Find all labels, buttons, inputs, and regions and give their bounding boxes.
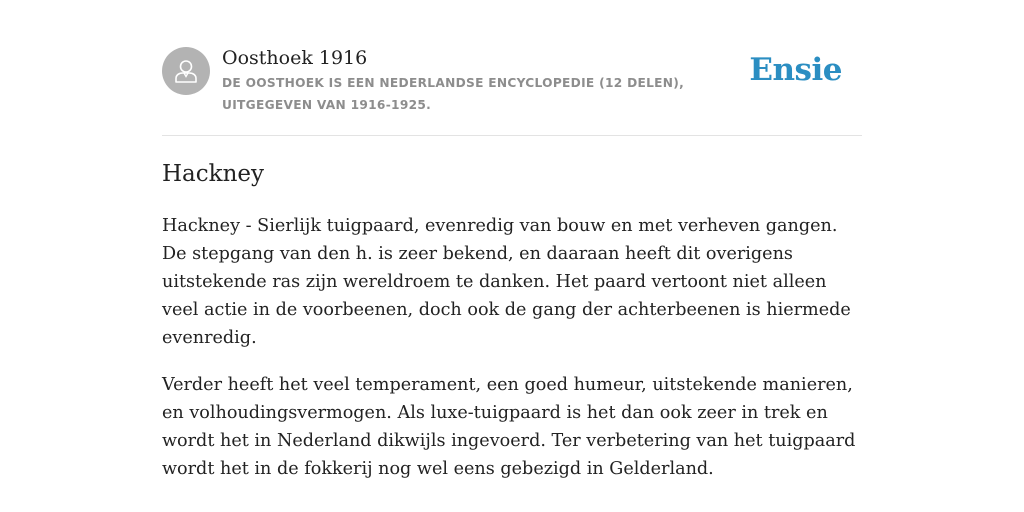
user-avatar-icon xyxy=(162,47,210,95)
source-description: DE OOSTHOEK IS EEN NEDERLANDSE ENCYCLOPEDIE (12 DELEN), UITGEGEVEN VAN 1916-1925. xyxy=(222,76,685,112)
article-paragraph: Hackney - Sierlijk tuigpaard, evenredig van bouw en met verheven gangen. De stepgang van den h. is zeer bekend, en daaraan heeft dit overigens uitstekende ras zijn wereldroem te danken. Het paard vertoont niet alleen veel actie in de voorbeenen, doch ook de gang der achterbeenen is hiermede evenredig. xyxy=(162,216,851,348)
ensie-logo[interactable]: Ensie xyxy=(749,52,842,88)
source-header xyxy=(162,46,862,116)
divider xyxy=(162,135,862,136)
article-paragraph: Verder heeft het veel temperament, een goed humeur, uitstekende manieren, en volhoudingsvermogen. Als luxe-tuigpaard is het dan ook zeer in trek en wordt het in Nederland dikwijls ingevoerd. Ter verbetering van het tuigpaard wordt het in de fokkerij nog wel eens gebezigd in Gelderland. xyxy=(162,375,856,479)
article-body xyxy=(162,212,862,502)
article-title: Hackney xyxy=(162,161,265,187)
source-name[interactable]: Oosthoek 1916 xyxy=(222,47,368,69)
avatar[interactable] xyxy=(162,47,210,95)
